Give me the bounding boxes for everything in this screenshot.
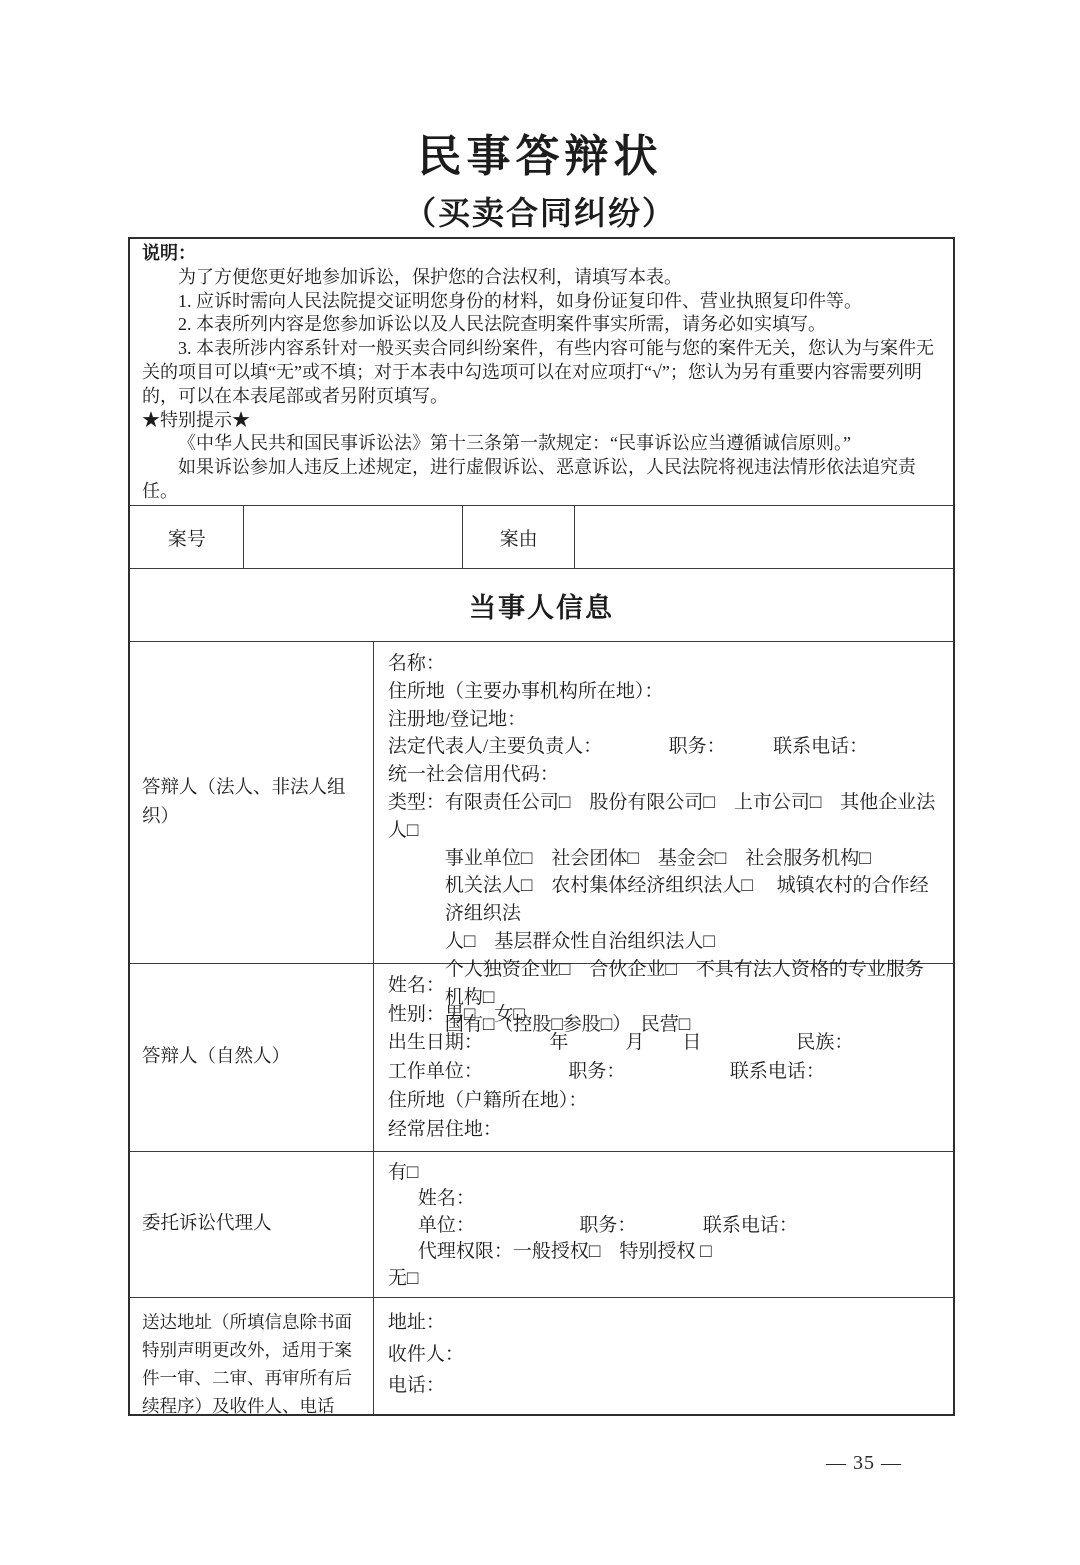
respondent-person-fields [374, 964, 953, 1151]
service-address-label: 送达地址（所填信息除书面特别声明更改外，适用于案件一审、二审、再审所有后续程序）及收件人、电话 [130, 1298, 374, 1414]
service-address-fields [374, 1298, 953, 1414]
field-household-address: 住所地（户籍所在地）： [387, 1089, 588, 1111]
case-number-value [244, 506, 463, 568]
field-service-phone: 电话： [387, 1375, 445, 1396]
field-org-type: 类型：有限责任公司□ 股份有限公司□ 上市公司□ 其他企业法人□ [387, 791, 936, 841]
case-row [130, 505, 953, 568]
field-gender: 性别：男□ 女□ [387, 1003, 525, 1025]
instructions-section [130, 239, 953, 505]
cause-value [575, 506, 953, 568]
field-agent-yes: 有□ [387, 1162, 419, 1183]
field-agent-none: 无□ [387, 1267, 419, 1289]
respondent-person-label: 答辩人（自然人） [130, 964, 374, 1151]
form-table [128, 237, 955, 1416]
field-org-type-options: 事业单位□ 社会团体□ 基金会□ 社会服务机构□ [444, 847, 871, 869]
case-number-label: 案号 [130, 506, 244, 568]
special-notice-heading: ★特别提示★ [142, 409, 250, 430]
agent-fields [374, 1152, 953, 1297]
instructions-paragraph: 为了方便您更好地参加诉讼，保护您的合法权利，请填写本表。 [178, 266, 682, 287]
instructions-item-2: 2. 本表所列内容是您参加诉讼以及人民法院查明案件事实所需，请务必如实填写。 [178, 314, 826, 335]
field-legal-representative: 法定代表人/主要负责人： 职务： 联系电话： [387, 736, 869, 758]
field-agent-unit-title-phone: 单位： 职务： 联系电话： [417, 1214, 798, 1236]
field-domicile: 住所地（主要办事机构所在地）： [387, 680, 664, 702]
field-birthdate-ethnicity: 出生日期： 年 月 日 民族： [387, 1032, 854, 1054]
field-agent-authority: 代理权限：一般授权□ 特别授权 □ [417, 1241, 712, 1263]
field-agent-name: 姓名： [417, 1188, 475, 1210]
service-address-row [130, 1297, 953, 1414]
field-service-address: 地址： [387, 1312, 445, 1333]
instructions-item-3: 3. 本表所涉内容系针对一般买卖合同纠纷案件，有些内容可能与您的案件无关，您认为与案件无关的项目可以填“无”或不填；对于本表中勾选项可以在对应项打“√”；您认为另有重要内容需要列明的，可以在本表尾部或者另附页填写。 [142, 338, 934, 406]
field-org-type-options: 国有□（控股□参股□） 民营□ [444, 1014, 691, 1036]
instructions-heading: 说明： [142, 243, 196, 263]
field-registered-address: 注册地/登记地： [387, 708, 527, 730]
page-number: — 35 — [826, 1452, 902, 1474]
field-service-recipient: 收件人： [387, 1343, 464, 1365]
field-habitual-residence: 经常居住地： [387, 1118, 502, 1140]
party-info-header: 当事人信息 [130, 568, 953, 641]
agent-label: 委托诉讼代理人 [130, 1152, 374, 1297]
field-employer-title-phone: 工作单位： 职务： 联系电话： [387, 1061, 825, 1083]
field-person-name: 姓名： [387, 975, 445, 996]
field-org-type-options: 个人独资企业□ 合伙企业□ 不具有法人资格的专业服务机构□ [444, 958, 924, 1008]
page-subtitle: （买卖合同纠纷） [403, 195, 676, 231]
special-notice-law: 《中华人民共和国民事诉讼法》第十三条第一款规定：“民事诉讼应当遵循诚信原则。” [178, 433, 851, 454]
field-org-type-options: 人□ 基层群众性自治组织法人□ [444, 930, 715, 952]
instructions-item-1: 1. 应诉时需向人民法院提交证明您身份的材料，如身份证复印件、营业执照复印件等。 [178, 290, 862, 311]
respondent-person-row [130, 963, 953, 1151]
field-org-type-options: 机关法人□ 农村集体经济组织法人□ 城镇农村的合作经济组织法 [444, 875, 929, 925]
special-notice-warning: 如果诉讼参加人违反上述规定，进行虚假诉讼、恶意诉讼，人民法院将视违法情形依法追究责任。 [142, 457, 916, 501]
agent-row [130, 1151, 953, 1297]
field-credit-code: 统一社会信用代码： [387, 764, 559, 786]
page-title: 民事答辩状 [417, 132, 663, 181]
respondent-org-label: 答辩人（法人、非法人组织） [130, 642, 374, 963]
cause-label: 案由 [463, 506, 574, 568]
field-name: 名称： [387, 653, 445, 674]
